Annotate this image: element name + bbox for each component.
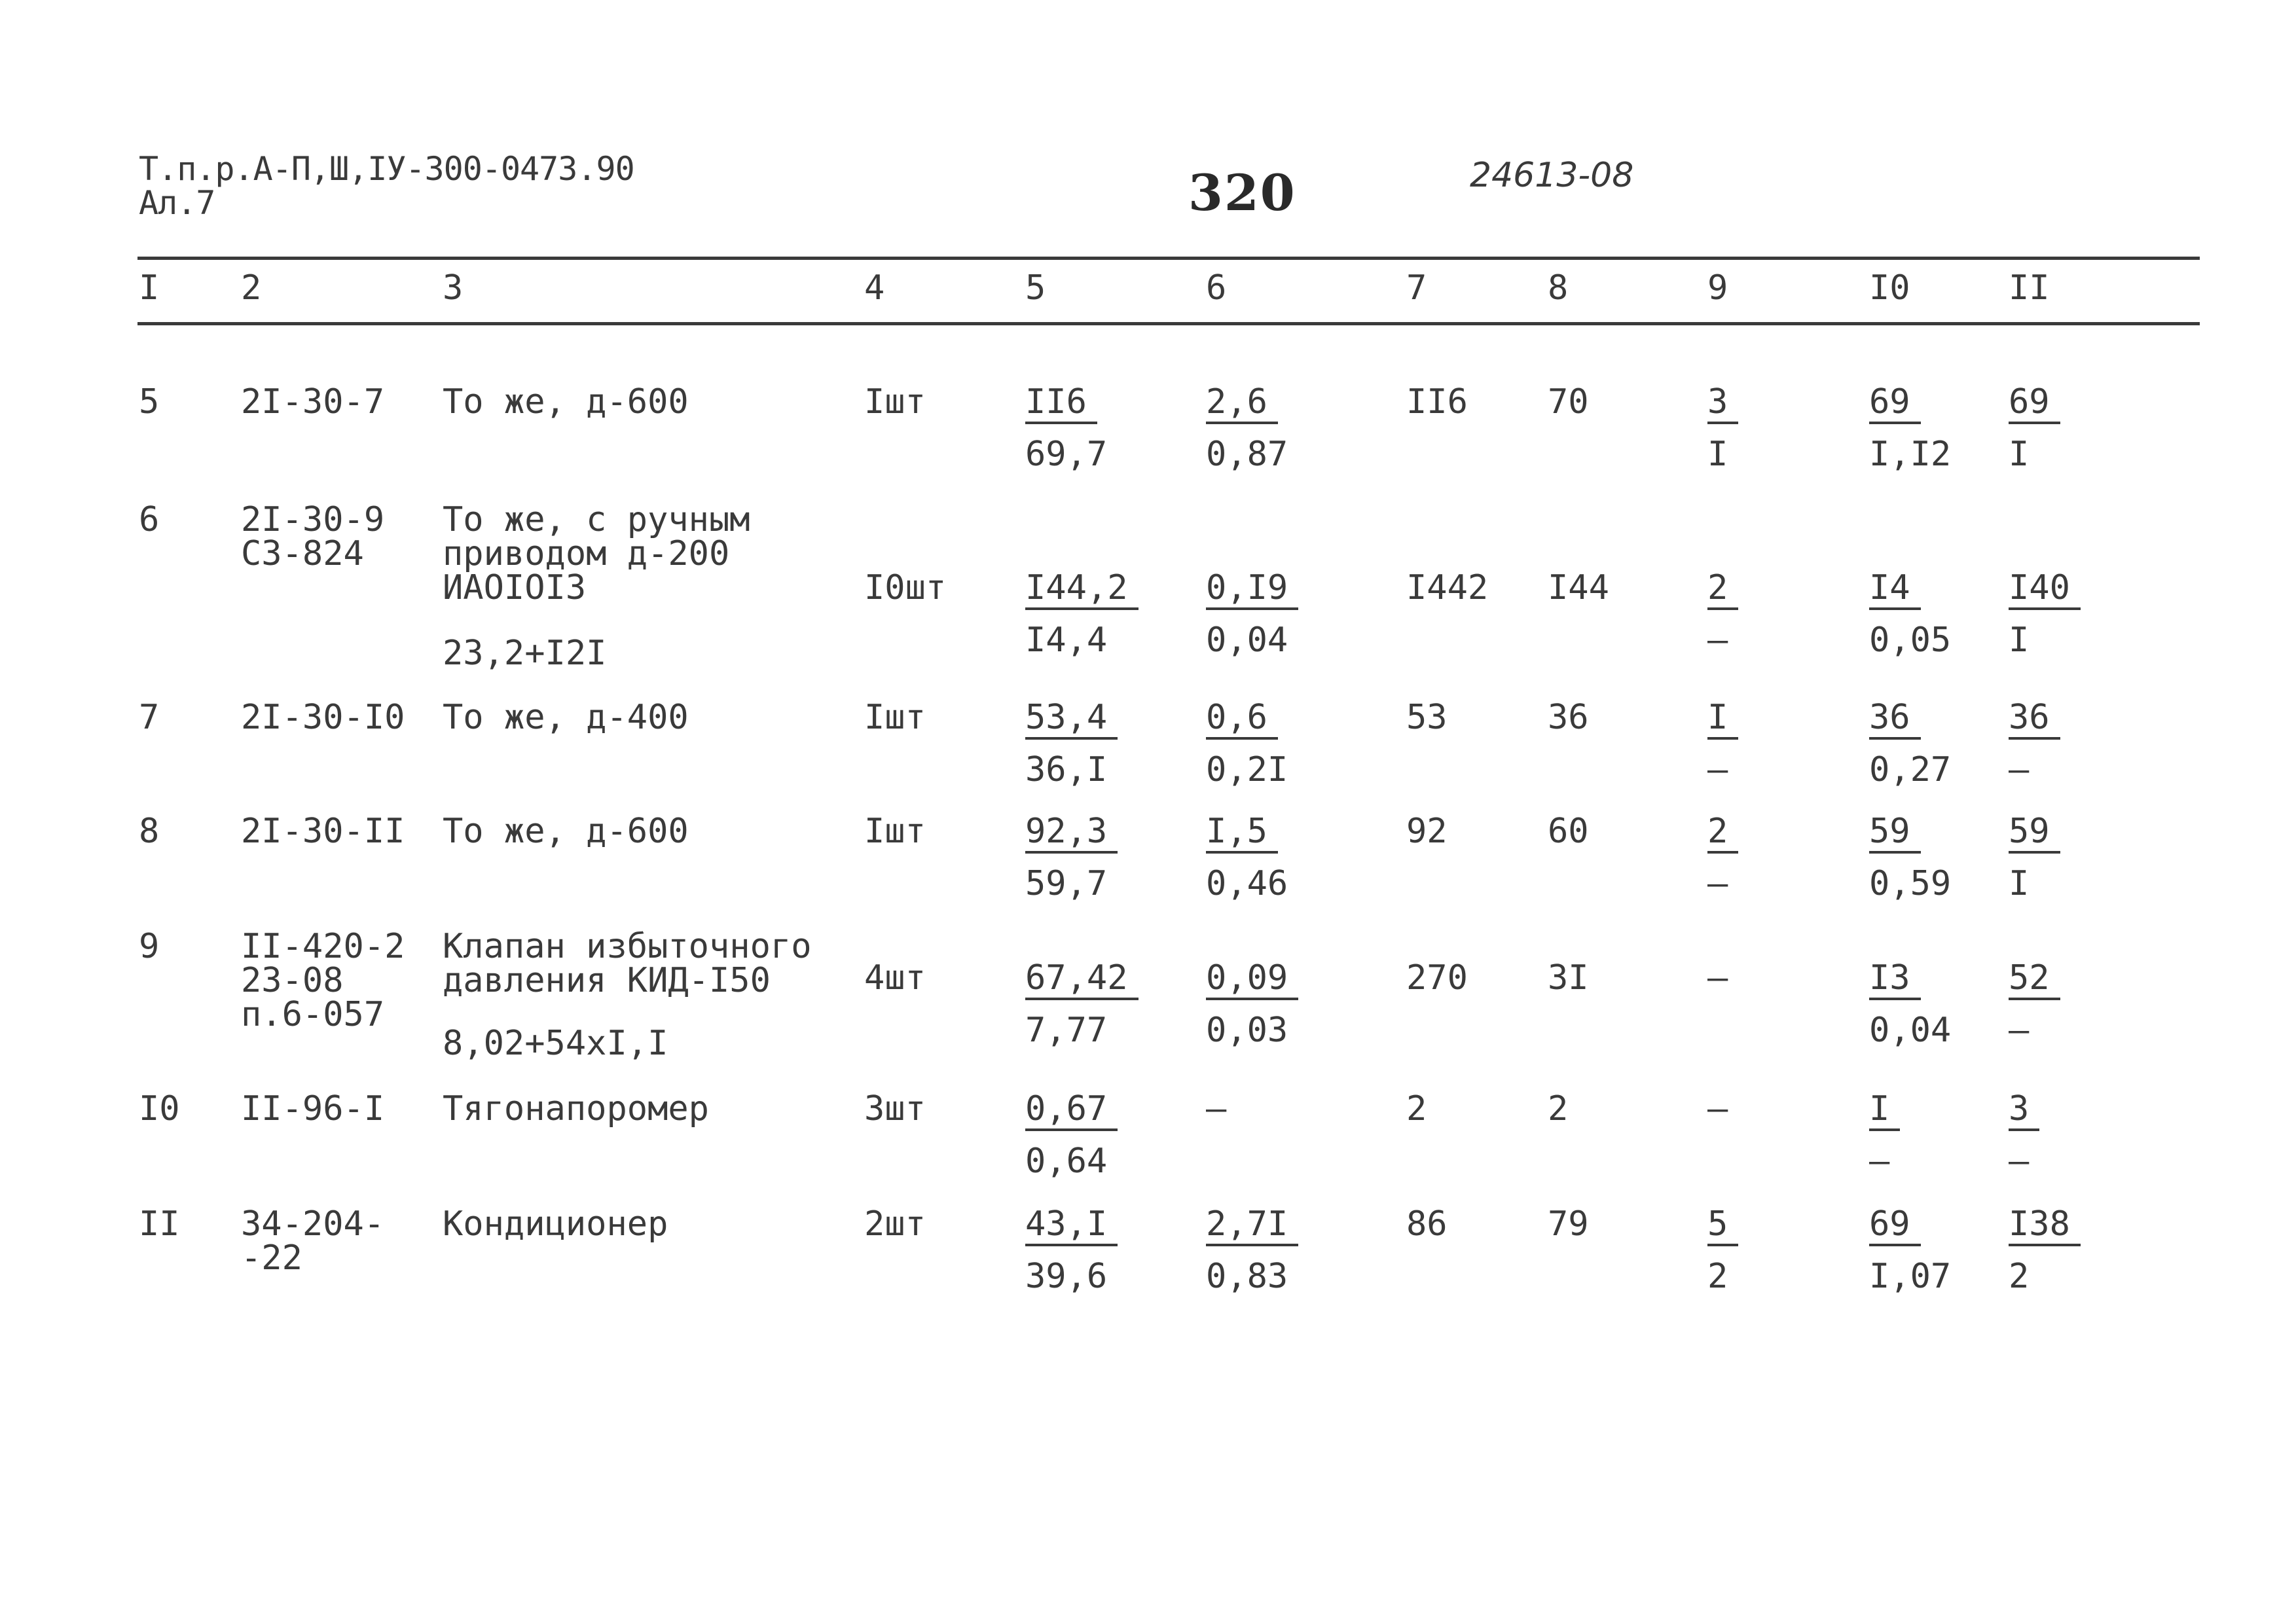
row-number: 7 [139, 698, 160, 737]
item-description-line: То же, д-600 [443, 382, 689, 422]
fraction-numerator: I40 [2009, 571, 2081, 610]
fraction-denominator: 2 [2009, 1257, 2030, 1296]
column-11-fraction [2009, 958, 2060, 1050]
fraction-numerator: 53,4 [1025, 700, 1118, 740]
column-header-11: II [2009, 268, 2050, 308]
fraction-numerator: 67,42 [1025, 961, 1139, 1000]
fraction-numerator: 69 [1869, 385, 1921, 424]
column-5-fraction [1025, 700, 1118, 787]
fraction-numerator: I4 [1869, 571, 1921, 610]
fraction-numerator: 0,67 [1025, 1092, 1118, 1131]
fraction-numerator: I,5 [1206, 814, 1278, 854]
table-top-rule [137, 257, 2200, 260]
column-6-fraction [1206, 700, 1288, 787]
catalog-code-line: II-420-2 [241, 927, 405, 966]
column-7-value: 270 [1406, 958, 1468, 998]
column-11-fraction [2009, 382, 2060, 474]
item-description-line: Клапан избыточного [443, 927, 812, 966]
fraction-denominator: 0,59 [1869, 864, 1952, 903]
column-7-value: I442 [1406, 568, 1489, 607]
column-header-8: 8 [1548, 268, 1569, 308]
column-6-fraction [1206, 568, 1298, 660]
fraction-numerator: I [1869, 1092, 1900, 1131]
item-description [443, 698, 689, 737]
fraction-denominator: 0,2I [1206, 750, 1288, 789]
fraction-denominator: 0,05 [1869, 621, 1952, 660]
item-description [443, 382, 689, 422]
fraction-denominator: 0,27 [1869, 750, 1952, 789]
column-header-2: 2 [241, 268, 262, 308]
item-description-line: То же, д-400 [443, 698, 689, 737]
catalog-code [241, 1204, 385, 1278]
column-5-fraction [1025, 1089, 1118, 1181]
fraction-denominator: 0,03 [1206, 1011, 1288, 1050]
row-number: 6 [139, 500, 160, 539]
column-6-fraction [1206, 1204, 1298, 1296]
column-9-fraction [1707, 814, 1738, 901]
column-9-value: – [1707, 958, 1728, 998]
fraction-numerator: I [1707, 700, 1738, 740]
fraction-denominator: 36,I [1025, 750, 1108, 789]
fraction-denominator: 59,7 [1025, 864, 1108, 903]
column-9-value: – [1707, 1089, 1728, 1128]
fraction-numerator: 92,3 [1025, 814, 1118, 854]
item-description-line: То же, д-600 [443, 812, 689, 851]
catalog-code-line: 2I-30-9 [241, 500, 385, 539]
row-number: I0 [139, 1089, 180, 1128]
column-7-value: 53 [1406, 698, 1448, 737]
quantity: Iшт [864, 382, 926, 422]
column-header-3: 3 [443, 268, 464, 308]
table-header-rule [137, 322, 2200, 325]
column-10-fraction [1869, 700, 1951, 787]
column-10-fraction [1869, 1204, 1952, 1296]
item-description-line: приводом д-200 [443, 534, 730, 573]
fraction-denominator: I [2009, 435, 2030, 474]
column-8-value: 3I [1548, 958, 1589, 998]
column-6-fraction [1206, 382, 1288, 474]
row-number: 5 [139, 382, 160, 422]
item-description [443, 1089, 709, 1128]
item-description-line: Тягонапоромер [443, 1089, 709, 1128]
fraction-denominator: – [1707, 864, 1728, 903]
column-header-1: I [139, 268, 160, 308]
column-header-4: 4 [864, 268, 885, 308]
fraction-denominator: 7,77 [1025, 1011, 1108, 1050]
fraction-numerator: I38 [2009, 1207, 2081, 1246]
catalog-code [241, 698, 405, 737]
quantity: Iшт [864, 698, 926, 737]
column-5-fraction [1025, 814, 1118, 901]
column-11-fraction [2009, 1204, 2081, 1296]
catalog-code-line: С3-824 [241, 534, 364, 573]
column-11-fraction [2009, 700, 2060, 787]
item-description [443, 929, 812, 998]
item-price-note: 23,2+I2I [443, 634, 607, 673]
fraction-numerator: 2 [1707, 814, 1738, 854]
column-8-value: 79 [1548, 1204, 1589, 1244]
column-9-fraction [1707, 700, 1738, 787]
fraction-numerator: 69 [2009, 385, 2060, 424]
column-9-fraction [1707, 382, 1738, 474]
column-7-value: 92 [1406, 812, 1448, 851]
column-5-fraction [1025, 958, 1139, 1050]
fraction-denominator: 0,04 [1206, 621, 1288, 660]
catalog-code [241, 1089, 385, 1128]
column-header-5: 5 [1025, 268, 1046, 308]
fraction-numerator: 36 [2009, 700, 2060, 740]
column-5-fraction [1025, 1204, 1118, 1296]
column-11-fraction [2009, 568, 2081, 660]
document-reference [139, 152, 634, 220]
catalog-code [241, 929, 405, 1032]
catalog-code-line: -22 [241, 1238, 302, 1278]
fraction-numerator: 5 [1707, 1207, 1738, 1246]
column-6-fraction [1206, 958, 1298, 1050]
column-10-fraction [1869, 568, 1952, 660]
fraction-denominator: 0,64 [1025, 1142, 1108, 1181]
fraction-numerator: 0,I9 [1206, 571, 1298, 610]
fraction-denominator: I [2009, 864, 2030, 903]
column-9-fraction [1707, 568, 1738, 660]
column-header-7: 7 [1406, 268, 1427, 308]
quantity: Iшт [864, 812, 926, 851]
column-6-fraction [1206, 814, 1288, 901]
document-reference-line-1: Т.п.р.А-П,Ш,IУ-300-0473.90 [139, 150, 634, 188]
quantity: 2шт [864, 1204, 926, 1244]
fraction-denominator: 69,7 [1025, 435, 1108, 474]
column-10-fraction [1869, 814, 1951, 901]
quantity: 4шт [864, 958, 926, 998]
fraction-denominator: – [1707, 621, 1728, 660]
fraction-numerator: 2,7I [1206, 1207, 1298, 1246]
fraction-numerator: 43,I [1025, 1207, 1118, 1246]
quantity: 3шт [864, 1089, 926, 1128]
fraction-denominator: 0,04 [1869, 1011, 1952, 1050]
column-header-10: I0 [1869, 268, 1910, 308]
fraction-denominator: 2 [1707, 1257, 1728, 1296]
fraction-numerator: 3 [2009, 1092, 2039, 1131]
fraction-denominator: – [2009, 1011, 2030, 1050]
item-description-line: То же, с ручным [443, 500, 750, 539]
column-8-value: 60 [1548, 812, 1589, 851]
column-9-fraction [1707, 1204, 1738, 1296]
fraction-numerator: 3 [1707, 385, 1738, 424]
catalog-code-line: 23-08 [241, 961, 344, 1000]
fraction-numerator: II6 [1025, 385, 1097, 424]
catalog-code-line: 2I-30-I0 [241, 698, 405, 737]
column-8-value: 2 [1548, 1089, 1569, 1128]
row-number: II [139, 1204, 180, 1244]
column-header-9: 9 [1707, 268, 1728, 308]
column-11-fraction [2009, 1089, 2039, 1181]
fraction-numerator: 69 [1869, 1207, 1921, 1246]
column-10-fraction [1869, 1089, 1900, 1181]
fraction-denominator: I [1707, 435, 1728, 474]
column-7-value: 2 [1406, 1089, 1427, 1128]
column-5-fraction [1025, 382, 1108, 474]
column-6-value: – [1206, 1089, 1227, 1128]
fraction-numerator: I44,2 [1025, 571, 1139, 610]
handwritten-document-code: 24613-08 [1470, 156, 1634, 195]
catalog-code-line: 2I-30-7 [241, 382, 385, 422]
fraction-denominator: 0,46 [1206, 864, 1288, 903]
column-11-fraction [2009, 814, 2060, 901]
fraction-numerator: 59 [1869, 814, 1921, 854]
fraction-denominator: I,07 [1869, 1257, 1952, 1296]
fraction-numerator: 2 [1707, 571, 1738, 610]
catalog-code [241, 812, 405, 851]
row-number: 8 [139, 812, 160, 851]
row-number: 9 [139, 927, 160, 966]
catalog-code [241, 500, 385, 573]
fraction-denominator: – [1869, 1142, 1890, 1181]
item-description-line: Кондиционер [443, 1204, 668, 1244]
column-8-value: I44 [1548, 568, 1609, 607]
catalog-code-line: 2I-30-II [241, 812, 405, 851]
fraction-numerator: 59 [2009, 814, 2060, 854]
catalog-code [241, 382, 385, 422]
fraction-denominator: I [2009, 621, 2030, 660]
column-10-fraction [1869, 382, 1952, 474]
fraction-numerator: 0,09 [1206, 961, 1298, 1000]
fraction-denominator: – [2009, 750, 2030, 789]
column-8-value: 36 [1548, 698, 1589, 737]
catalog-code-line: II-96-I [241, 1089, 385, 1128]
fraction-numerator: 36 [1869, 700, 1921, 740]
catalog-code-line: п.6-057 [241, 995, 385, 1034]
quantity: I0шт [864, 568, 947, 607]
fraction-denominator: 0,87 [1206, 435, 1288, 474]
item-price-note: 8,02+54хI,I [443, 1024, 668, 1063]
catalog-code-line: 34-204- [241, 1204, 385, 1244]
column-7-value: 86 [1406, 1204, 1448, 1244]
item-description-line: давления КИД-I50 [443, 961, 771, 1000]
item-description [443, 812, 689, 851]
fraction-numerator: 52 [2009, 961, 2060, 1000]
item-description-line: ИАОIОI3 [443, 568, 587, 607]
fraction-denominator: – [1707, 750, 1728, 789]
fraction-denominator: I,I2 [1869, 435, 1952, 474]
fraction-denominator: 0,83 [1206, 1257, 1288, 1296]
fraction-denominator: I4,4 [1025, 621, 1108, 660]
fraction-denominator: 39,6 [1025, 1257, 1108, 1296]
fraction-denominator: – [2009, 1142, 2030, 1181]
column-header-6: 6 [1206, 268, 1227, 308]
document-reference-line-2: Ал.7 [139, 184, 215, 222]
column-10-fraction [1869, 958, 1952, 1050]
fraction-numerator: 0,6 [1206, 700, 1278, 740]
column-8-value: 70 [1548, 382, 1589, 422]
item-description [443, 1204, 668, 1244]
column-5-fraction [1025, 568, 1139, 660]
item-description [443, 500, 750, 607]
page-number: 320 [1188, 164, 1296, 222]
fraction-numerator: I3 [1869, 961, 1921, 1000]
fraction-numerator: 2,6 [1206, 385, 1278, 424]
column-7-value: II6 [1406, 382, 1468, 422]
